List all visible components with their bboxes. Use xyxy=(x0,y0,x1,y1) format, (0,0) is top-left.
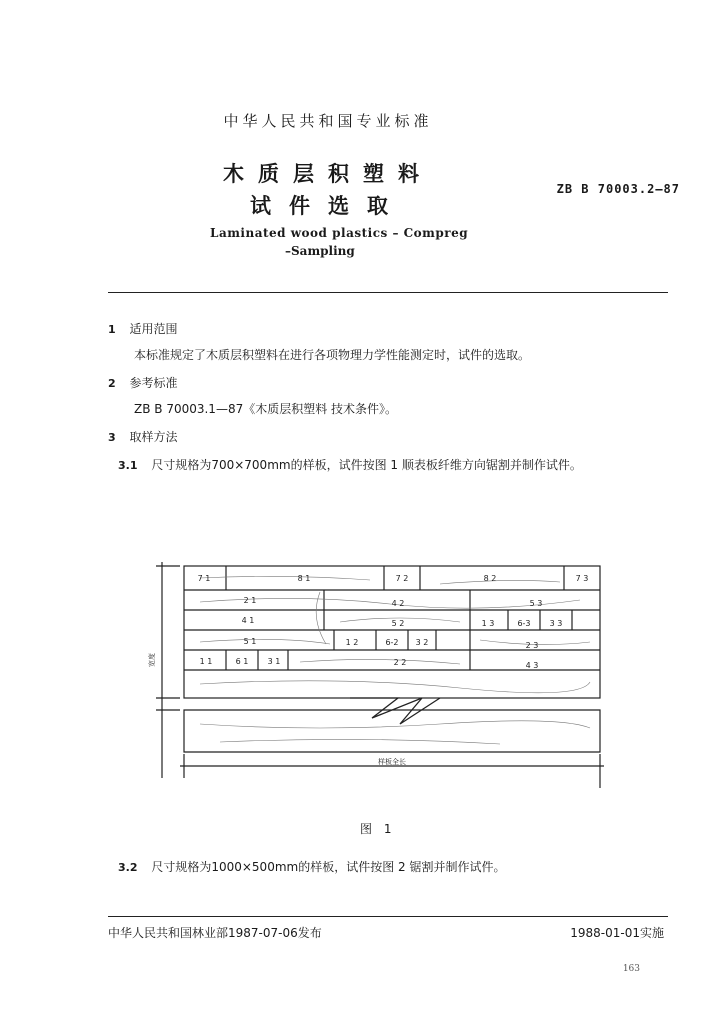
cell-label: 1 3 xyxy=(481,619,495,628)
footer-effective: 1988-01-01实施 xyxy=(570,926,664,940)
cell-label: 2 1 xyxy=(243,596,257,605)
title-en-line-2: –Sampling xyxy=(285,244,355,258)
cell-label: 1 2 xyxy=(345,638,359,647)
section-1-heading xyxy=(108,320,178,337)
board-top-outline xyxy=(184,566,600,698)
cell-label: 6-2 xyxy=(385,638,399,647)
clause-3-2-num: 3.2 xyxy=(118,861,138,874)
section-1-num: 1 xyxy=(108,323,116,336)
cell-label: 8 2 xyxy=(483,574,497,583)
section-2-heading xyxy=(108,374,178,391)
width-label: 宽度 xyxy=(148,653,156,667)
header-org: 中华人民共和国专业标准 xyxy=(223,112,433,130)
cell-label: 3 1 xyxy=(267,657,281,666)
cell-label: 4 1 xyxy=(241,616,255,625)
clause-3-2 xyxy=(118,858,505,875)
clause-3-1-num: 3.1 xyxy=(118,459,138,472)
cell-label: 5 1 xyxy=(243,637,257,646)
header-rule xyxy=(108,292,668,293)
section-2-num: 2 xyxy=(108,377,116,390)
title-en-line-1: Laminated wood plastics – Compreg xyxy=(210,226,469,240)
section-1-body: 本标准规定了木质层积塑料在进行各项物理力学性能测定时，试件的选取。 xyxy=(134,348,531,362)
cell-label: 7 2 xyxy=(395,574,409,583)
cell-label: 4 3 xyxy=(525,661,539,670)
clause-3-1 xyxy=(118,456,582,473)
cell-label: 6 1 xyxy=(235,657,249,666)
cell-label: 7 1 xyxy=(197,574,211,583)
cell-label: 5 2 xyxy=(391,619,405,628)
section-1-title: 适用范围 xyxy=(129,322,178,336)
figure-1-diagram xyxy=(140,548,620,798)
cell-label: 2 3 xyxy=(525,641,539,650)
section-2-title: 参考标准 xyxy=(129,376,178,390)
board-bottom-outline xyxy=(184,710,600,752)
title-line-1: 木质层积塑料 xyxy=(223,162,433,186)
cell-label: 8 1 xyxy=(297,574,311,583)
length-label: 样板全长 xyxy=(378,758,406,766)
section-3-num: 3 xyxy=(108,431,116,444)
footer-issuer: 中华人民共和国林业部1987-07-06发布 xyxy=(108,926,322,940)
cell-label: 7 3 xyxy=(575,574,589,583)
cell-label: 2 2 xyxy=(393,658,407,667)
cell-label: 1 1 xyxy=(199,657,213,666)
cell-label: 5 3 xyxy=(529,599,543,608)
cell-label: 3 3 xyxy=(549,619,563,628)
clause-3-1-text: 尺寸规格为700×700mm的样板，试件按图 1 顺表板纤维方向锯割并制作试件。 xyxy=(151,458,582,472)
page-number: 163 xyxy=(622,964,640,974)
figure-1-caption: 图 1 xyxy=(360,822,396,836)
section-3-title: 取样方法 xyxy=(129,430,178,444)
title-line-2: 试件选取 xyxy=(250,194,406,218)
standard-code: ZB B 70003.2—87 xyxy=(556,182,680,196)
cell-label: 4 2 xyxy=(391,599,405,608)
cell-label: 3 2 xyxy=(415,638,429,647)
section-3-heading xyxy=(108,428,178,445)
clause-3-2-text: 尺寸规格为1000×500mm的样板，试件按图 2 锯割并制作试件。 xyxy=(151,860,506,874)
cell-label: 6-3 xyxy=(517,619,531,628)
section-2-body: ZB B 70003.1—87《木质层积塑料 技术条件》。 xyxy=(134,402,398,416)
footer-rule xyxy=(108,916,668,917)
